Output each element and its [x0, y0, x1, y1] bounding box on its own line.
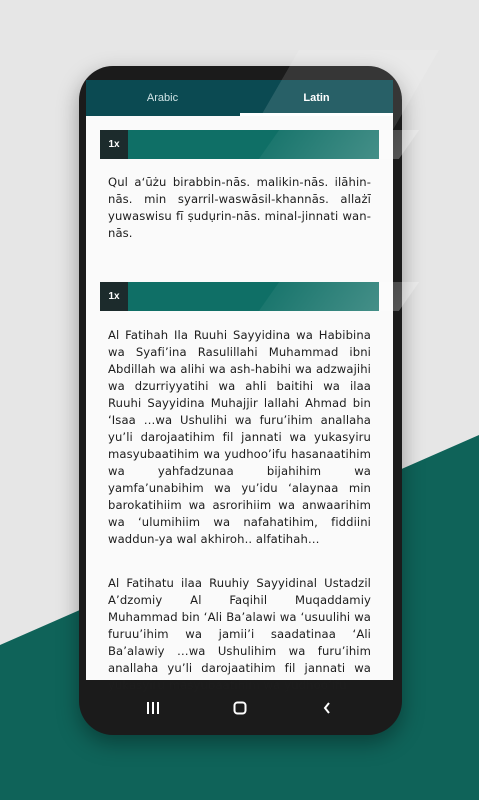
home-icon[interactable] — [220, 694, 260, 722]
tab-bar — [86, 80, 393, 116]
bar-gloss — [259, 282, 419, 311]
repeat-bar — [100, 130, 379, 159]
content-list[interactable] — [86, 116, 393, 692]
dzikir-text-continued: Al Fatihatu ilaa Ruuhiy Sayyidinal Ustadzil A’dzomiy Al Faqihil Muqaddamiy Muhammad bin ‘Ali Ba’alawi wa ‘usuulihi wa furuu’ihim wa jamii’i saadatinaa ‘Ali Ba’alawiy …wa Ushulihim wa furu’ihim anallaha yu’li darojaatihim fil jannati wa yukasyiru masyubaatihim wa yudhoo’ifu — [108, 576, 371, 692]
dzikir-text: Qul aʻūżu birabbin-nās. malikin-nās. ilāhin-nās. min syarril-waswāsil-khannās. allażī yuwaswisu fī ṣudụrin-nās. minal-jinnati wan-nās. — [108, 175, 371, 240]
bar-gloss — [259, 130, 419, 159]
repeat-bar — [100, 282, 379, 311]
repeat-count-badge: 1x — [100, 130, 128, 159]
recent-apps-icon[interactable] — [133, 694, 173, 722]
system-navigation-bar — [86, 680, 393, 735]
tab-arabic[interactable]: Arabic — [146, 92, 179, 104]
app-screen — [86, 80, 393, 692]
tab-latin[interactable]: Latin — [303, 92, 330, 104]
back-icon[interactable] — [307, 694, 347, 722]
repeat-count-badge: 1x — [100, 282, 128, 311]
dzikir-text: Al Fatihah Ila Ruuhi Sayyidina wa Habibina wa Syafi’ina Rasulillahi Muhammad ibni Abdillah wa alihi wa ash-habihi wa adzwajihi wa dzurriyyatihi wa ahli baitihi wa ilaa Ruuhi Sayyidina Muhajjir lallahi Ahmad bin ‘Isaa …wa Ushulihi wa furu’ihim anallaha yu’li darojaatihim fil jannati wa yukasyiru masyubaatihim wa yudhoo’ifu hasanaatihim wa yahfadzunaa bijahihim wa yamfa’unabihim wa yu’idu ‘alaynaa min barokatihiim wa asrorihiim wa anwaarihim wa ‘ulumihiim wa nafahatihim, fiddiini waddun-ya wal akhiroh.. alfatihah… — [108, 328, 371, 546]
